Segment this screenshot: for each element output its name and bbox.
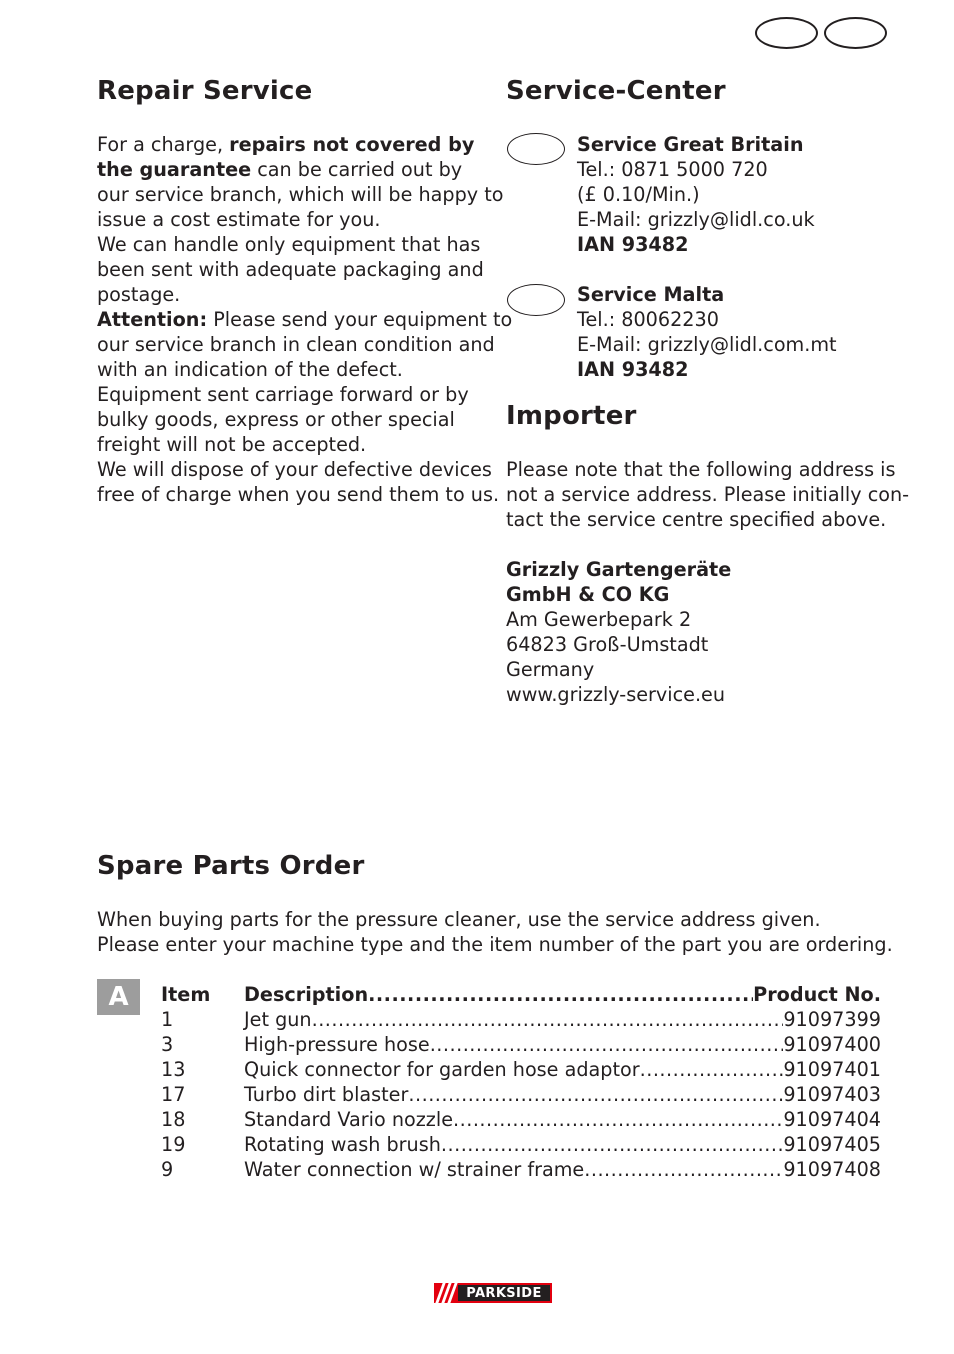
- country-oval-mt: [507, 284, 565, 316]
- table-row: 17 Turbo dirt blaster ..... 91097403: [161, 1082, 881, 1107]
- figure-badge: A: [97, 979, 140, 1015]
- parts-table: [161, 982, 881, 1182]
- table-row: 3 High-pressure hose ..... 91097400: [161, 1032, 881, 1057]
- service-mt-block: [577, 282, 837, 382]
- language-oval-2: [824, 17, 887, 49]
- parts-table-header: Item Description ..... Product No.: [161, 982, 881, 1007]
- importer-city: 64823 Groß-Umstadt: [506, 633, 709, 656]
- service-center-heading: Service-Center: [506, 76, 726, 106]
- language-oval-1: [755, 17, 818, 49]
- table-row: 9 Water connection w/ strainer frame ..... 91097408: [161, 1157, 881, 1182]
- importer-company: Grizzly Gartengeräte: [506, 558, 732, 581]
- importer-address: Grizzly Gartengeräte GmbH & CO KG Am Gewerbepark 2 64823 Groß-Umstadt Germany www.grizzly-service.eu: [506, 558, 732, 706]
- service-mt-email: E-Mail: grizzly@lidl.com.mt: [577, 333, 837, 356]
- logo-wordmark: PARKSIDE: [458, 1285, 550, 1301]
- parkside-logo: [434, 1283, 552, 1303]
- table-row: 1 Jet gun ..... 91097399: [161, 1007, 881, 1032]
- service-gb-name: Service Great Britain: [577, 133, 804, 156]
- spare-parts-intro: When buying parts for the pressure cleaner, use the service address given. Please enter your machine type and the item number of the part you are ordering.: [97, 908, 893, 956]
- service-gb-ian: IAN 93482: [577, 233, 689, 256]
- service-mt-ian: IAN 93482: [577, 358, 689, 381]
- table-row: 19 Rotating wash brush ..... 91097405: [161, 1132, 881, 1157]
- repair-service-text: For a charge, repairs not covered by the guarantee can be carried out by our service branch, which will be happy to issue a cost estimate for you. We can handle only equipment that has been sent with adequate packaging and postage. Attention: Please send your equipment to our service branch in clean condition and with an indication of the defect. Equipment sent carriage forward or by bulky goods, express or other special freight will not be accepted. We will dispose of your defective devices free of charge when you send them to us.: [97, 133, 513, 506]
- table-row: 13 Quick connector for garden hose adaptor ..... 91097401: [161, 1057, 881, 1082]
- language-ovals: [755, 17, 890, 53]
- importer-street: Am Gewerbepark 2: [506, 608, 692, 631]
- importer-country: Germany: [506, 658, 595, 681]
- service-gb-email: E-Mail: grizzly@lidl.co.uk: [577, 208, 815, 231]
- service-gb-tel: Tel.: 0871 5000 720: [577, 158, 768, 181]
- country-oval-gb: [507, 133, 565, 165]
- importer-heading: Importer: [506, 401, 637, 431]
- service-mt-name: Service Malta: [577, 283, 725, 306]
- service-gb-rate: (£ 0.10/Min.): [577, 183, 700, 206]
- service-gb-block: [577, 132, 815, 257]
- service-mt-tel: Tel.: 80062230: [577, 308, 719, 331]
- table-row: 18 Standard Vario nozzle ..... 91097404: [161, 1107, 881, 1132]
- repair-service-heading: Repair Service: [97, 76, 313, 106]
- spare-parts-heading: Spare Parts Order: [97, 851, 365, 881]
- importer-note: Please note that the following address is not a service address. Please initially con- tact the service centre specified above.: [506, 458, 910, 531]
- importer-website: www.grizzly-service.eu: [506, 683, 726, 706]
